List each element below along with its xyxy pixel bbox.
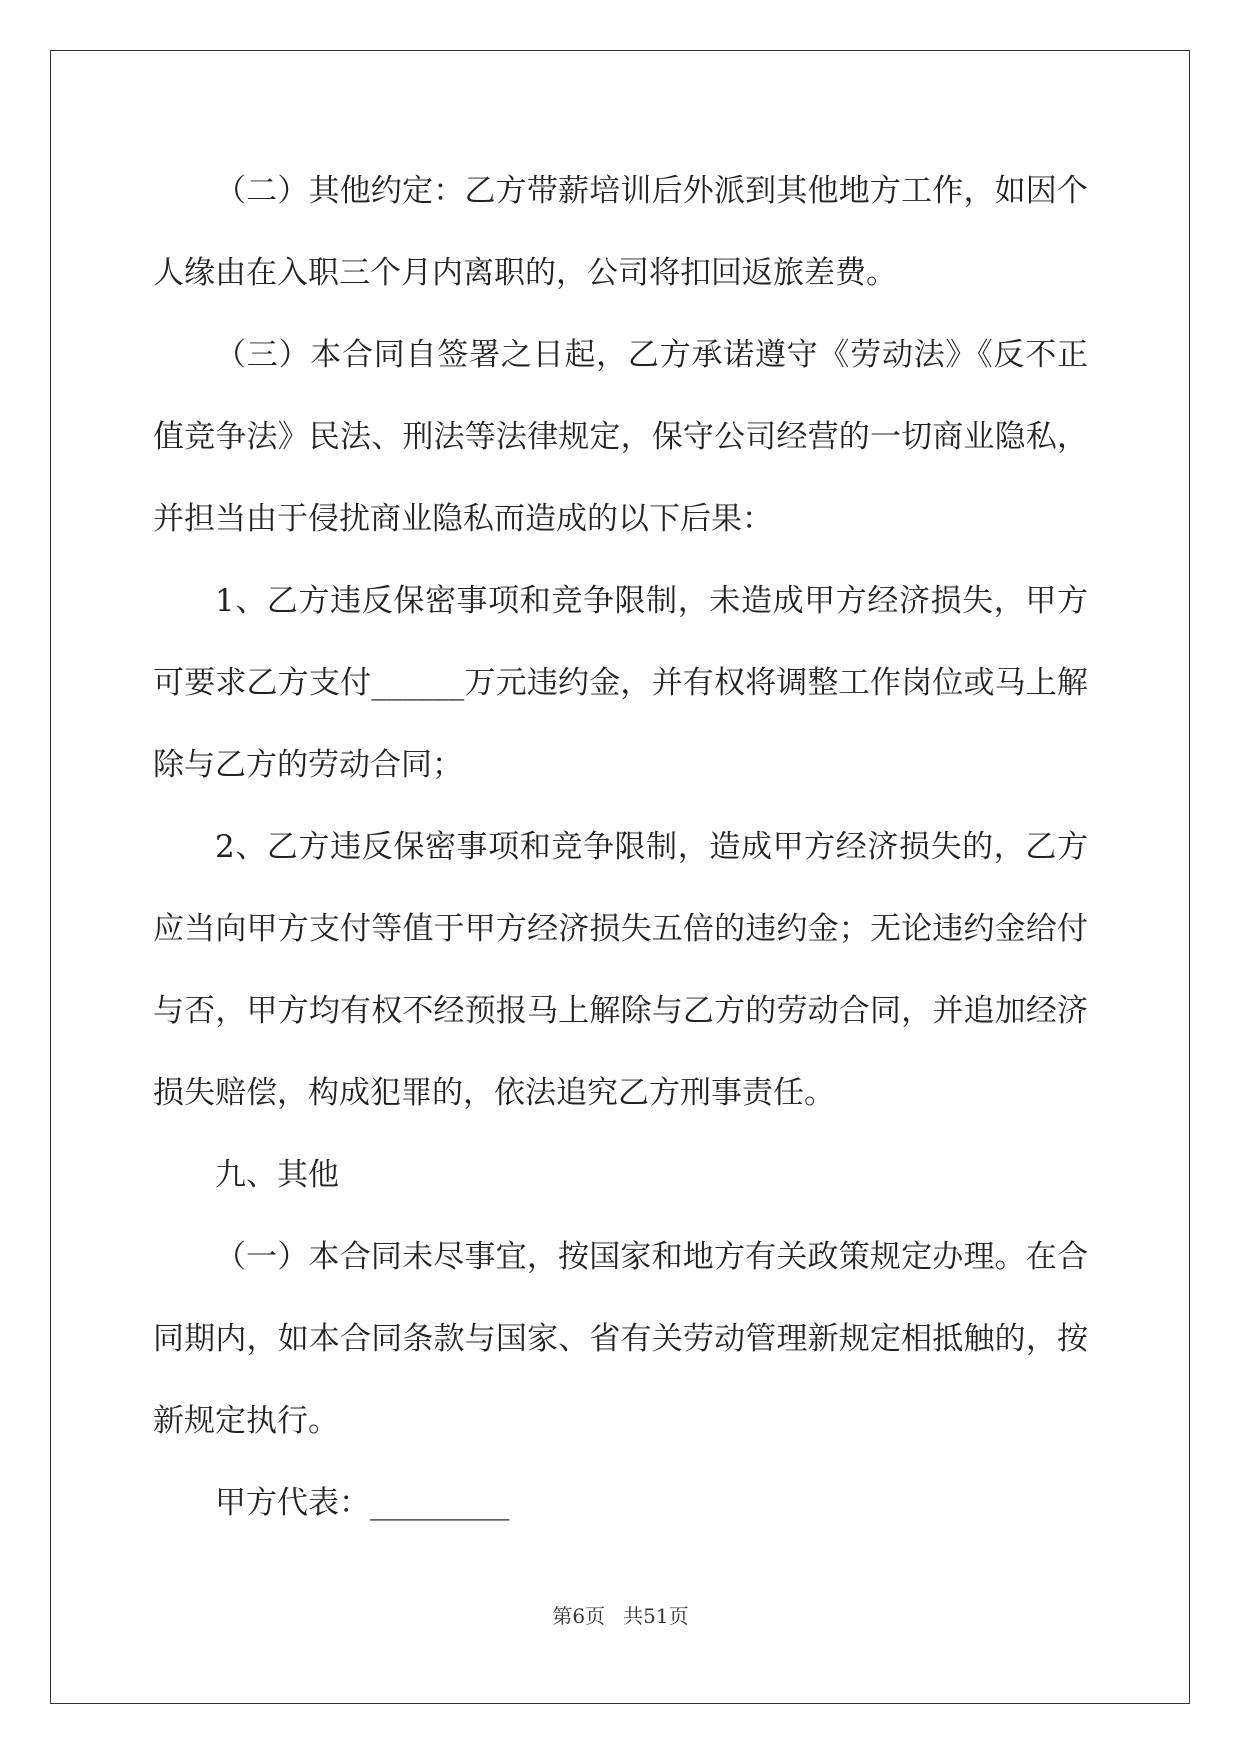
party-a-representative: 甲方代表：_________ <box>215 1485 510 1521</box>
page-number-total: 共51页 <box>623 1604 689 1628</box>
paragraph-penalty-2: 2、乙方违反保密事项和竞争限制，造成甲方经济损失的，乙方应当向甲方支付等值于甲方经济损失五倍的违约金；无论违约金给付与否，甲方均有权不经预报马上解除与乙方的劳动合同，并追加经济损失赔偿，构成犯罪的，依法追究乙方刑事责任。 <box>153 829 1088 1111</box>
section-heading-other: 九、其他 <box>215 1157 339 1193</box>
page-number-current: 第6页 <box>552 1604 606 1628</box>
paragraph-confidentiality-commitment: （三）本合同自签署之日起，乙方承诺遵守《劳动法》《反不正值竞争法》民法、刑法等法律规定，保守公司经营的一切商业隐私，并担当由于侵扰商业隐私而造成的以下后果： <box>153 337 1088 537</box>
document-body <box>153 150 1088 1544</box>
page-footer <box>0 1600 1241 1629</box>
paragraph-unresolved-matters: （一）本合同未尽事宜，按国家和地方有关政策规定办理。在合同期内，如本合同条款与国家、省有关劳动管理新规定相抵触的，按新规定执行。 <box>153 1239 1088 1439</box>
paragraph-other-agreement: （二）其他约定：乙方带薪培训后外派到其他地方工作，如因个人缘由在入职三个月内离职的，公司将扣回返旅差费。 <box>153 173 1088 291</box>
paragraph-penalty-1: 1、乙方违反保密事项和竞争限制，未造成甲方经济损失，甲方可要求乙方支付______万元违约金，并有权将调整工作岗位或马上解除与乙方的劳动合同； <box>153 583 1088 783</box>
